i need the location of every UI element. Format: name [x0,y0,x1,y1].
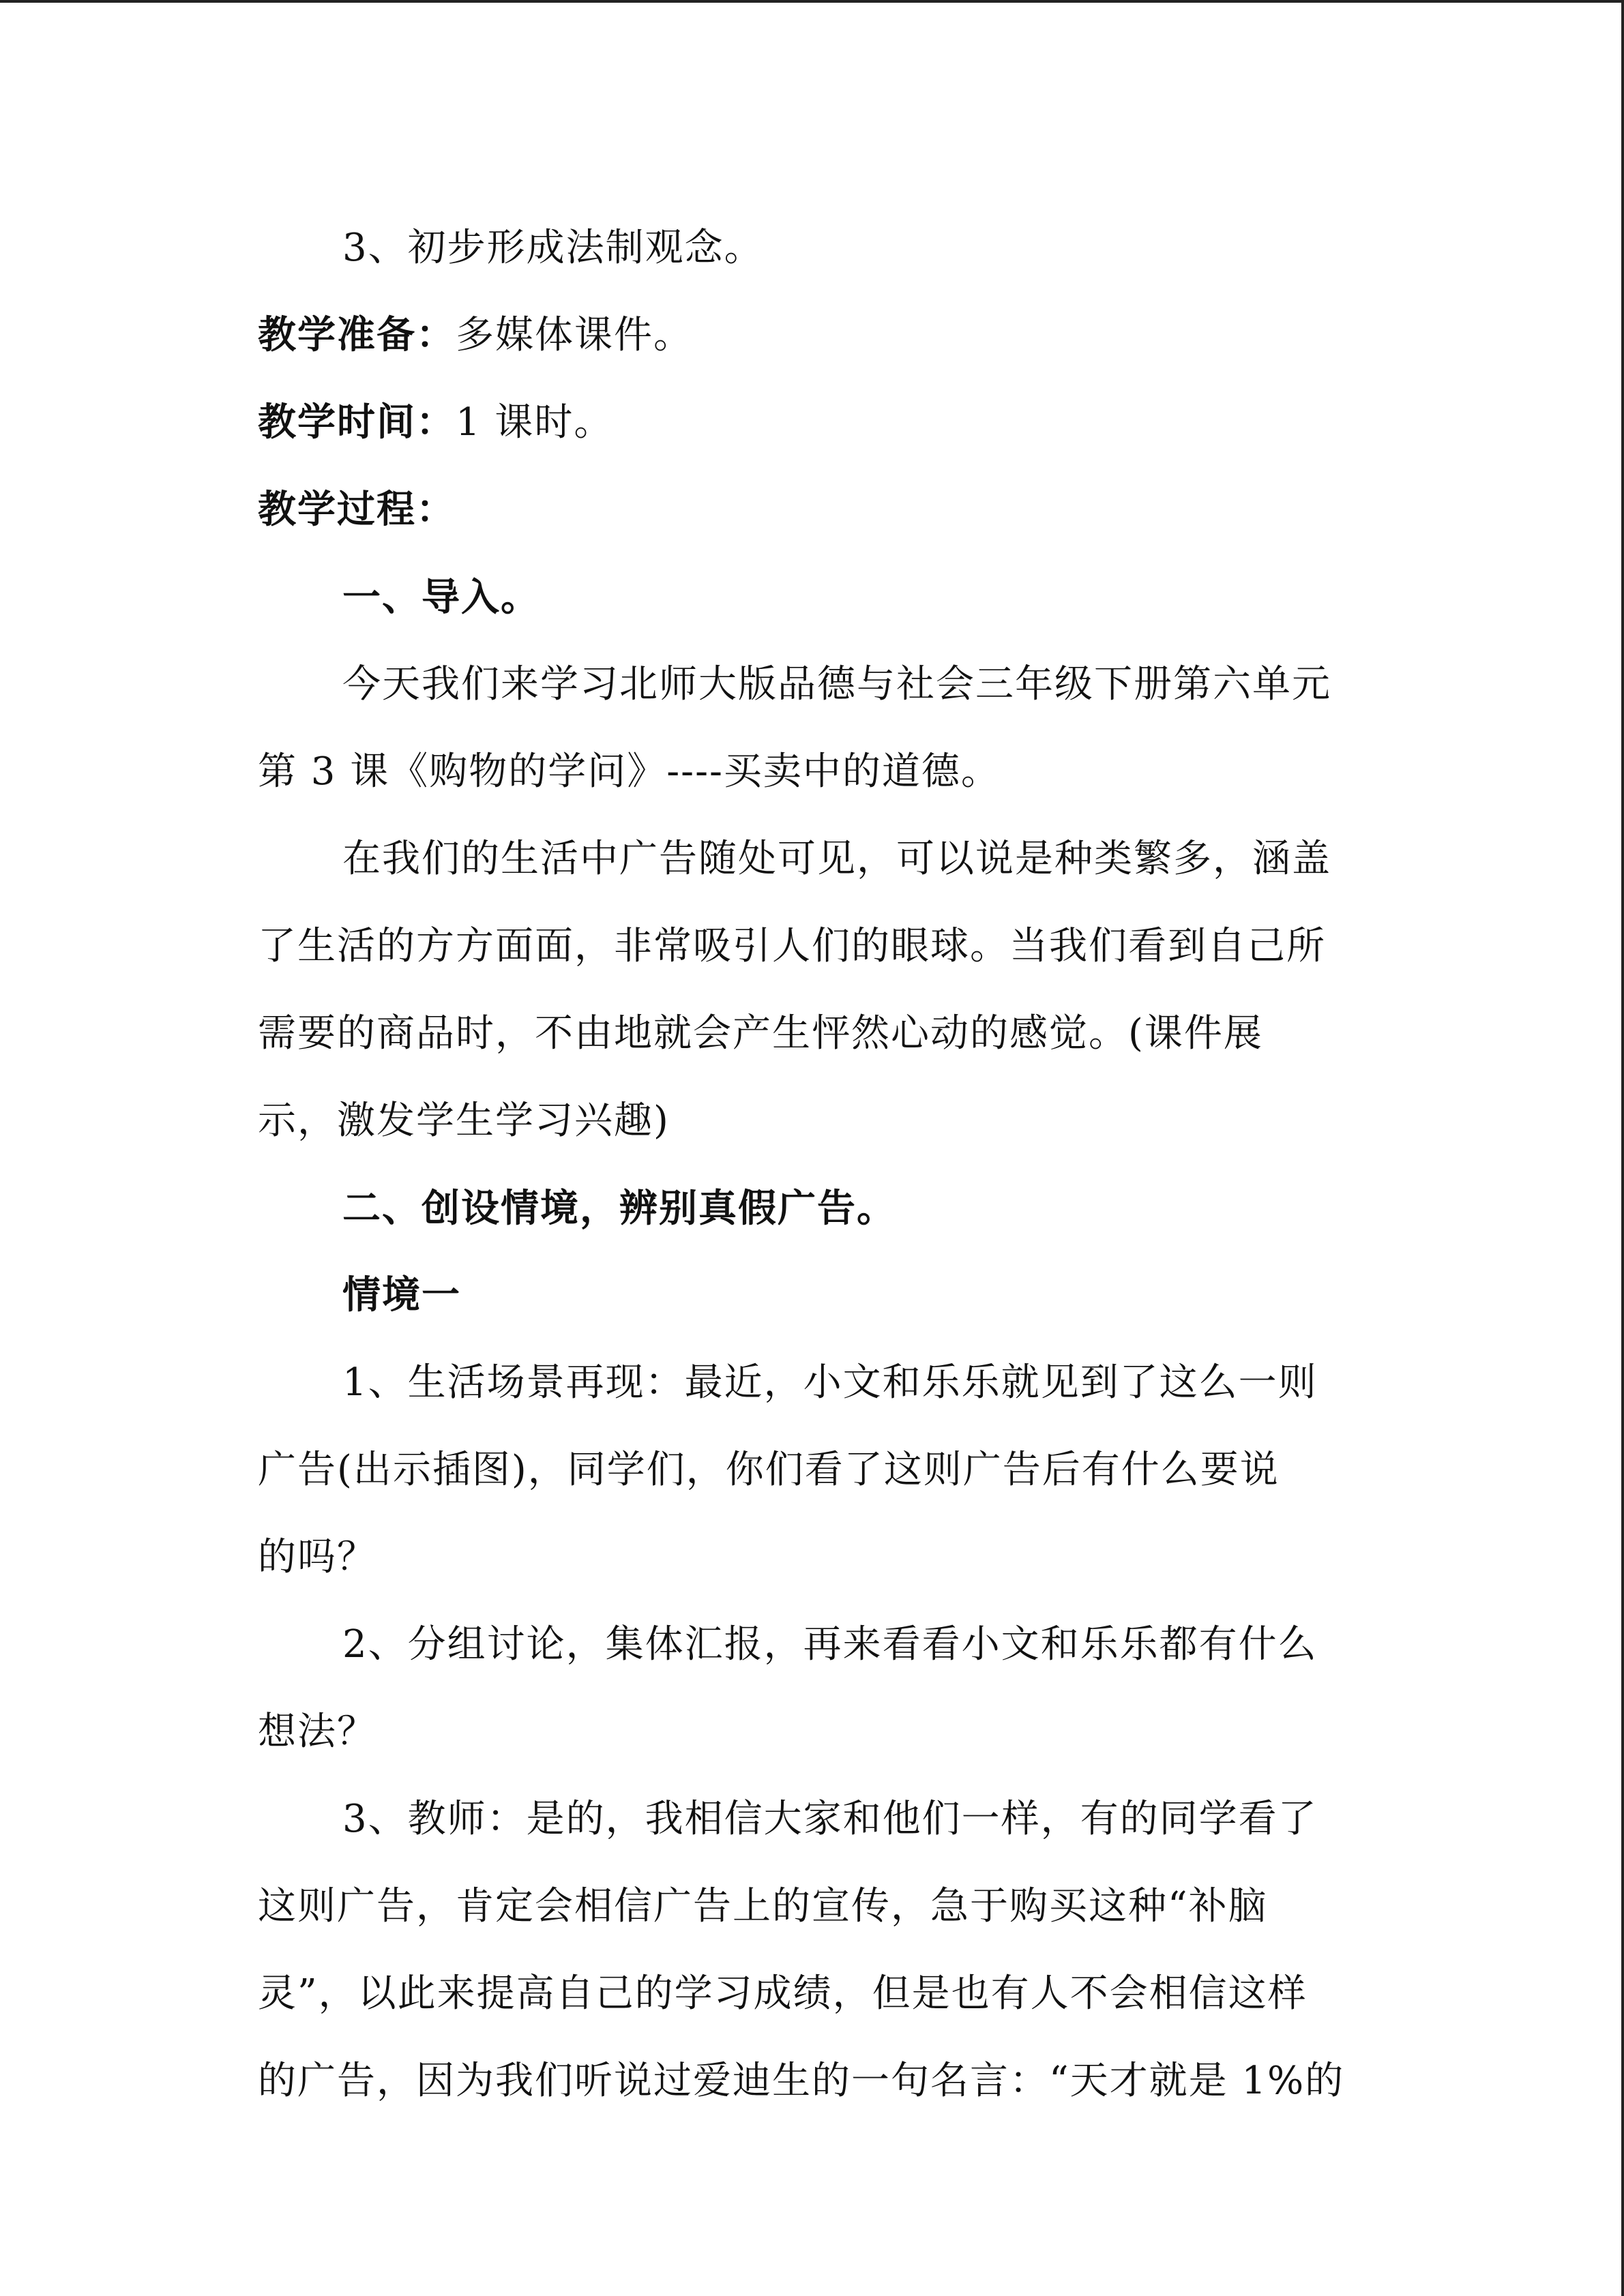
page-top-border [0,0,1624,3]
document-body [258,205,1448,2125]
section-2-heading: 二、创设情境，辨别真假广告。 [342,1186,896,1231]
paragraph-line: 想法？ [258,1710,377,1754]
paragraph-line: 示，激发学生学习兴趣) [258,1099,670,1143]
paragraph-line: 2、分组讨论，集体汇报，再来看看小文和乐乐都有什么 [342,1622,1318,1667]
paragraph-line: 今天我们来学习北师大版品德与社会三年级下册第六单元 [342,662,1331,706]
paragraph-line: 灵”，以此来提高自己的学习成绩，但是也有人不会相信这样 [258,1971,1308,2016]
paragraph-line: 第 3 课《购物的学问》----买卖中的道德。 [258,749,1001,794]
paragraph-line: 广告(出示插图)，同学们，你们看了这则广告后有什么要说 [258,1448,1280,1492]
objective-3: 3、初步形成法制观念。 [342,226,764,270]
teaching-preparation-value: 多媒体课件。 [456,313,693,357]
paragraph-line: 1、生活场景再现：最近，小文和乐乐就见到了这么一则 [342,1360,1318,1405]
paragraph-line: 3、教师：是的，我相信大家和他们一样，有的同学看了 [342,1797,1318,1841]
paragraph-line: 在我们的生活中广告随处可见，可以说是种类繁多，涵盖 [342,837,1331,881]
page-right-border [1621,0,1624,2296]
scenario-1-heading: 情境一 [342,1273,461,1317]
teaching-time [258,379,1448,466]
section-1-heading: 一、导入。 [342,575,540,620]
teaching-time-label: 教学时间： [258,400,456,445]
paragraph-line: 的广告，因为我们听说过爱迪生的一句名言：“天才就是 1%的 [258,2059,1345,2103]
paragraph-line: 了生活的方方面面，非常吸引人们的眼球。当我们看到自己所 [258,924,1326,968]
teaching-process-heading: 教学过程： [258,488,456,532]
teaching-time-value: 1 课时。 [456,400,614,445]
teaching-preparation [258,292,1448,379]
paragraph-line: 需要的商品时，不由地就会产生怦然心动的感觉。(课件展 [258,1011,1263,1056]
paragraph-line: 的吗？ [258,1535,377,1579]
teaching-preparation-label: 教学准备： [258,313,456,357]
paragraph-line: 这则广告，肯定会相信广告上的宣传，急于购买这种“补脑 [258,1884,1268,1928]
